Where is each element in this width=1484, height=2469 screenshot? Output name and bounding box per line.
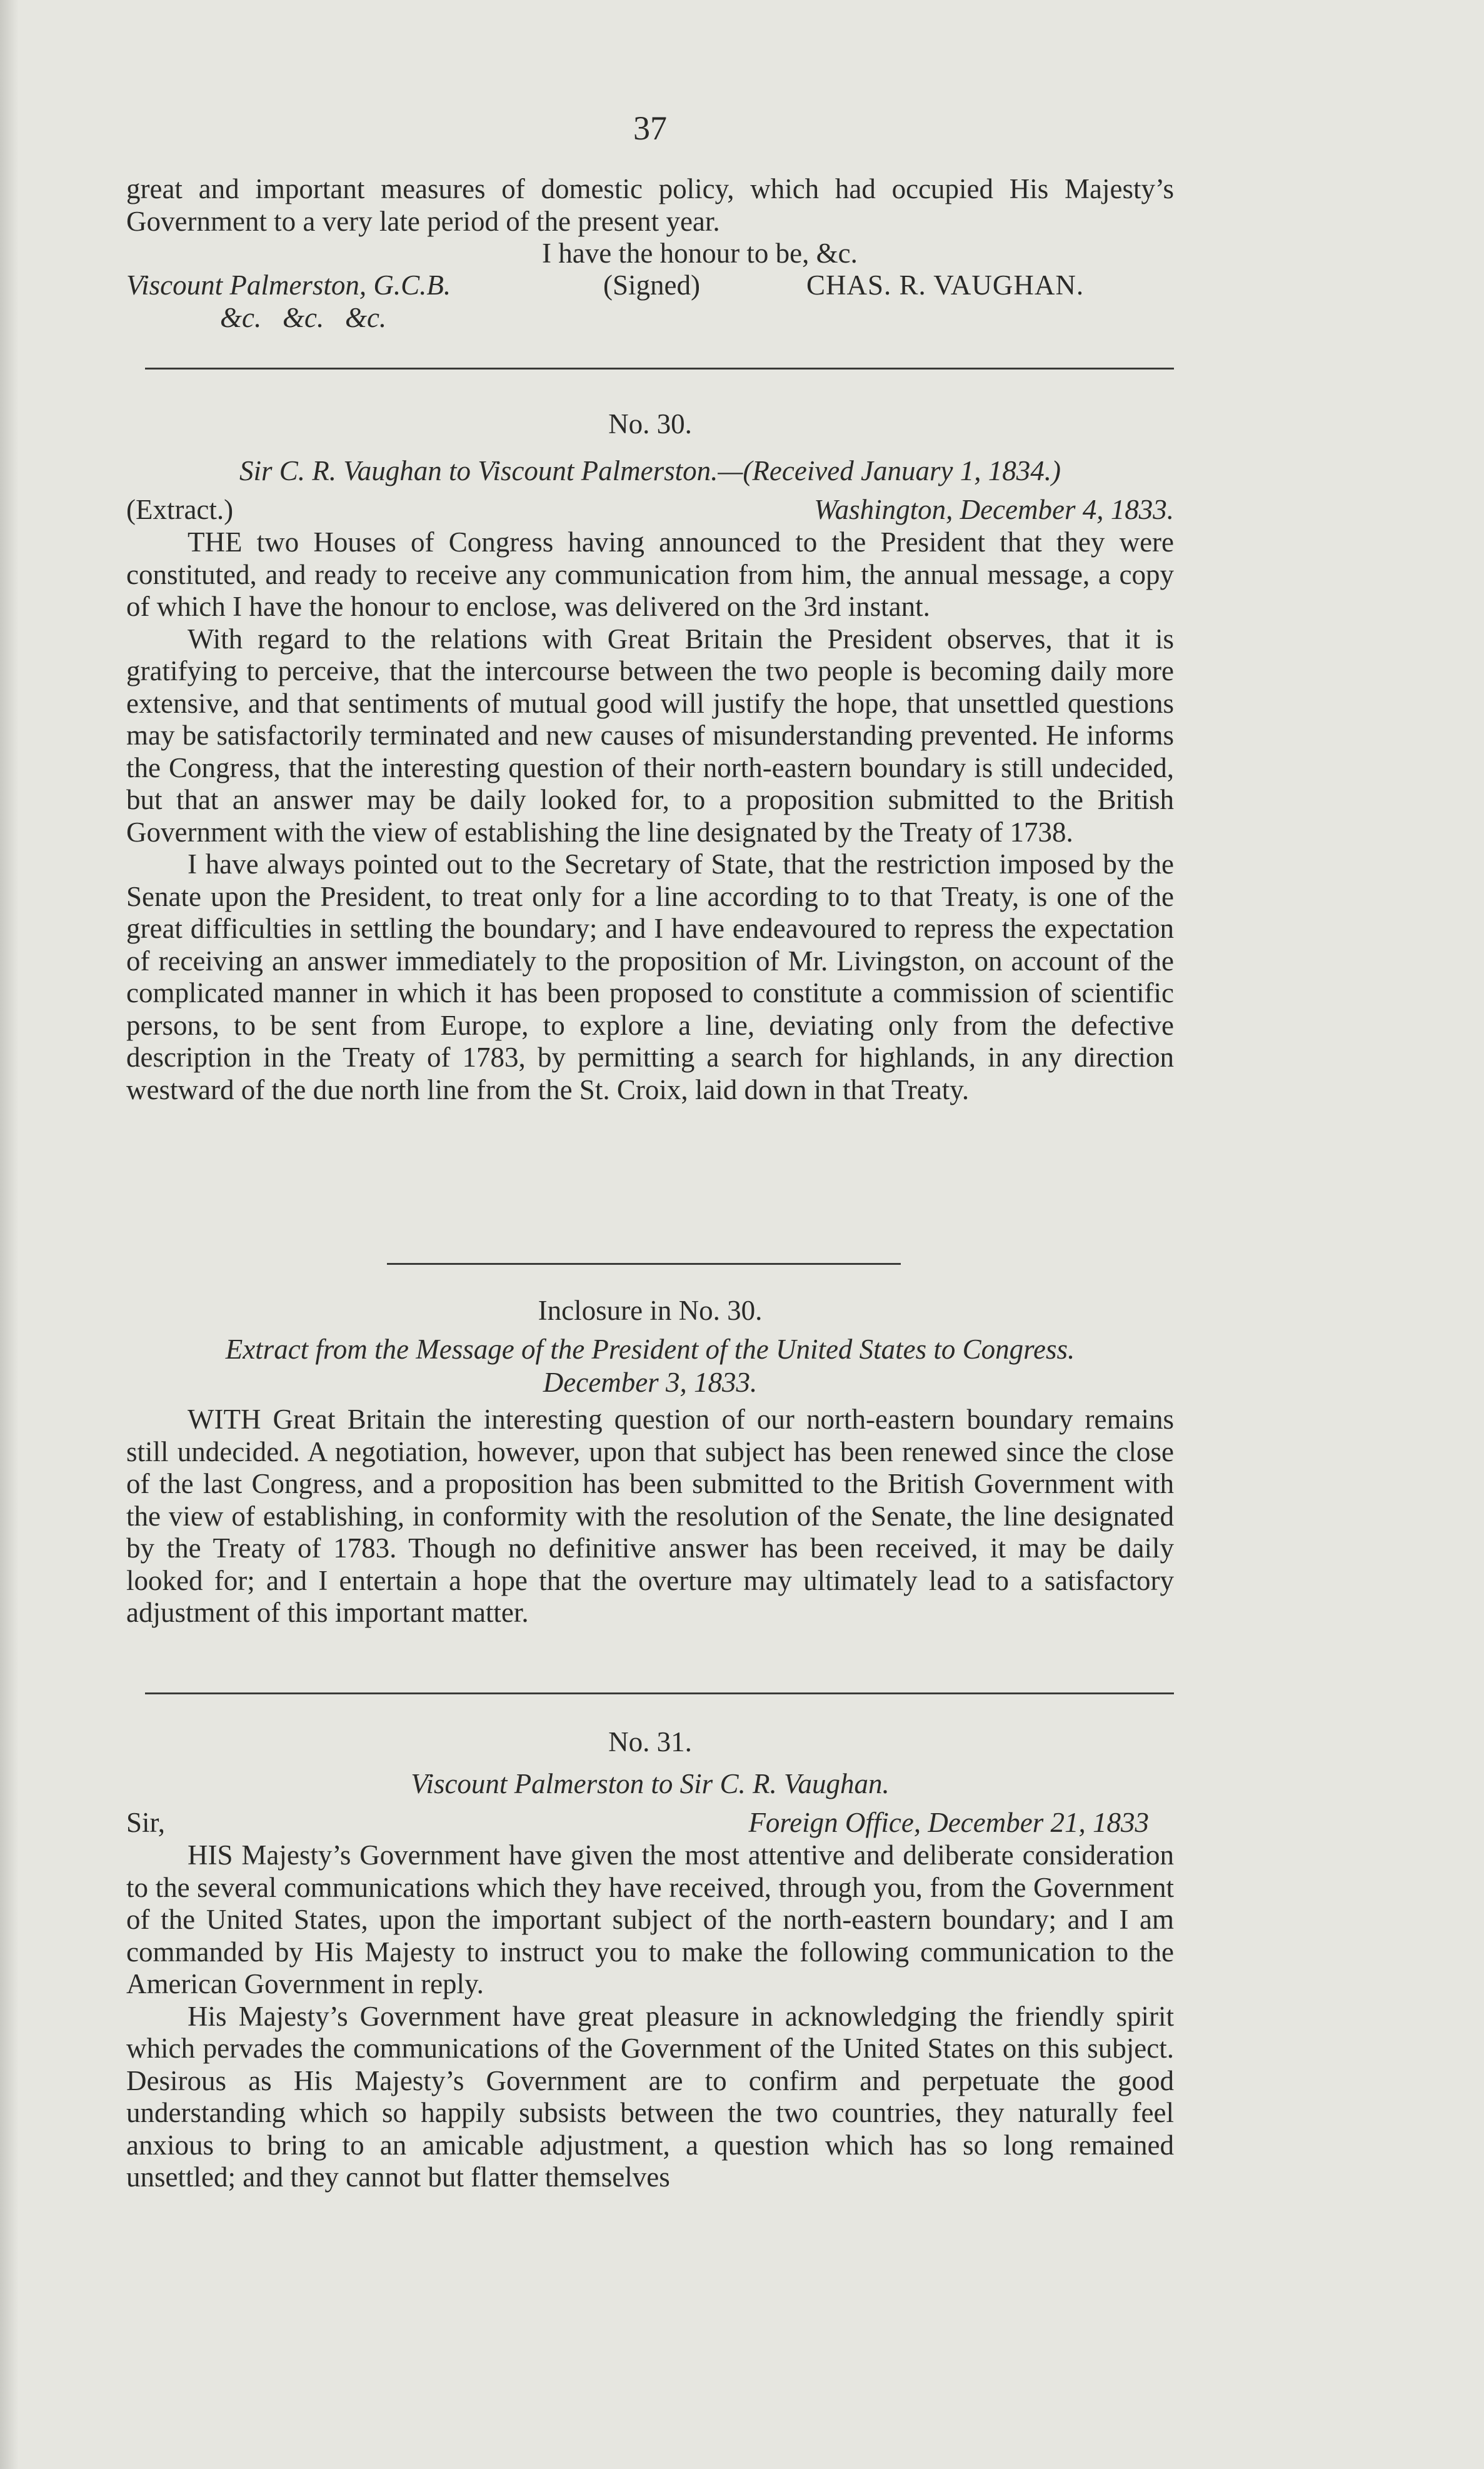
etc-line: &c. &c. &c. [220, 302, 387, 333]
section-divider [145, 368, 1174, 370]
extract-label: (Extract.) [126, 494, 234, 525]
no31-number: No. 31. [608, 1726, 692, 1757]
no30-paragraph-3: I have always pointed out to the Secretary of State, that the restriction imposed by the Senate upon the President, to treat only for a line according to to that Treaty, is one of the great difficulties in settling the boundary; and I have endeavoured to repress the expectation of receiving an answer immediately to the proposition of Mr. Livingston, on account of the complicated manner in which it has been proposed to constitute a commission of scientific persons, to be sent from Europe, to explore a line, deviating only from the defective description in the Treaty of 1783, by permitting a search for highlands, in any direction westward of the due north line from the St. Croix, laid down in that Treaty. [126, 848, 1174, 1105]
inclosure-paragraph: WITH Great Britain the interesting question of our north-eastern boundary remains still undecided. A negotiation, however, upon that subject has been renewed since the close of the last Congress, and a proposition has been submitted to the British Government with the view of establishing, in conformity with the resolution of the Senate, the line designated by the Treaty of 1783. Though no definitive answer has been received, it may be daily looked for; and I entertain a hope that the overture may ultimately lead to a satisfactory adjustment of this important matter. [126, 1404, 1174, 1628]
no31-header-row [126, 1807, 1174, 1839]
no30-body [126, 526, 1174, 1106]
closing-line: I have the honour to be, &c. [542, 238, 858, 269]
signed-label: (Signed) [603, 269, 700, 301]
no30-title: Sir C. R. Vaughan to Viscount Palmerston.—(Received January 1, 1834.) [239, 455, 1061, 486]
inclosure-title: Extract from the Message of the President of the United States to Congress. [225, 1334, 1075, 1365]
no31-body [126, 1839, 1174, 2194]
page-edge-shadow [0, 0, 19, 2469]
inclosure-date: December 3, 1833. [543, 1367, 758, 1398]
inclosure-heading: Inclosure in No. 30. [538, 1295, 763, 1326]
no31-title: Viscount Palmerston to Sir C. R. Vaughan. [411, 1768, 890, 1799]
no30-paragraph-2: With regard to the relations with Great Britain the President observes, that it is gratifying to perceive, that the intercourse between the two people is becoming daily more extensive, and that sentiments of mutual good will justify the hope, that unsettled questions may be satisfactorily terminated and new causes of misunderstanding prevented. He informs the Congress, that the interesting question of their north-eastern boundary is still undecided, but that an answer may be daily looked for, to a proposition submitted to the British Government with the view of establishing the line designated by the Treaty of 1738. [126, 623, 1174, 848]
no31-dateline: Foreign Office, December 21, 1833 [748, 1807, 1149, 1838]
section-divider-2 [145, 1692, 1174, 1694]
no30-number: No. 30. [608, 408, 692, 440]
signature: CHAS. R. VAUGHAN. [806, 269, 1085, 301]
signature-row [126, 269, 1174, 302]
no30-paragraph-1: THE two Houses of Congress having announced to the President that they were constituted, and ready to receive any communication from him, the annual message, a copy of which I have the honour to enclose, was delivered on the 3rd instant. [126, 526, 1174, 622]
salutation: Sir, [126, 1807, 165, 1838]
no30-dateline: Washington, December 4, 1833. [814, 494, 1174, 525]
addressee: Viscount Palmerston, G.C.B. [126, 269, 451, 301]
page-number: 37 [633, 109, 667, 147]
no30-header-row [126, 494, 1174, 526]
continuation-paragraph: great and important measures of domestic policy, which had occupied His Majesty’s Government to a very late period of the present year. [126, 173, 1174, 237]
no31-paragraph-2: His Majesty’s Government have great pleasure in acknowledging the friendly spirit which pervades the communications of the Government of the United States on this subject. Desirous as His Majesty’s Government are to confirm and perpetuate the good understanding which so happily subsists between the two countries, they naturally feel anxious to bring to an amicable adjustment, a question which has so long remained unsettled; and they cannot but flatter themselves [126, 2000, 1174, 2193]
no31-paragraph-1: HIS Majesty’s Government have given the most attentive and deliberate consideration to the several communications which they have received, through you, from the Government of the United States, upon the important subject of the north-eastern boundary; and I am commanded by His Majesty to instruct you to make the following communication to the American Government in reply. [126, 1839, 1174, 1999]
short-divider [387, 1263, 901, 1265]
